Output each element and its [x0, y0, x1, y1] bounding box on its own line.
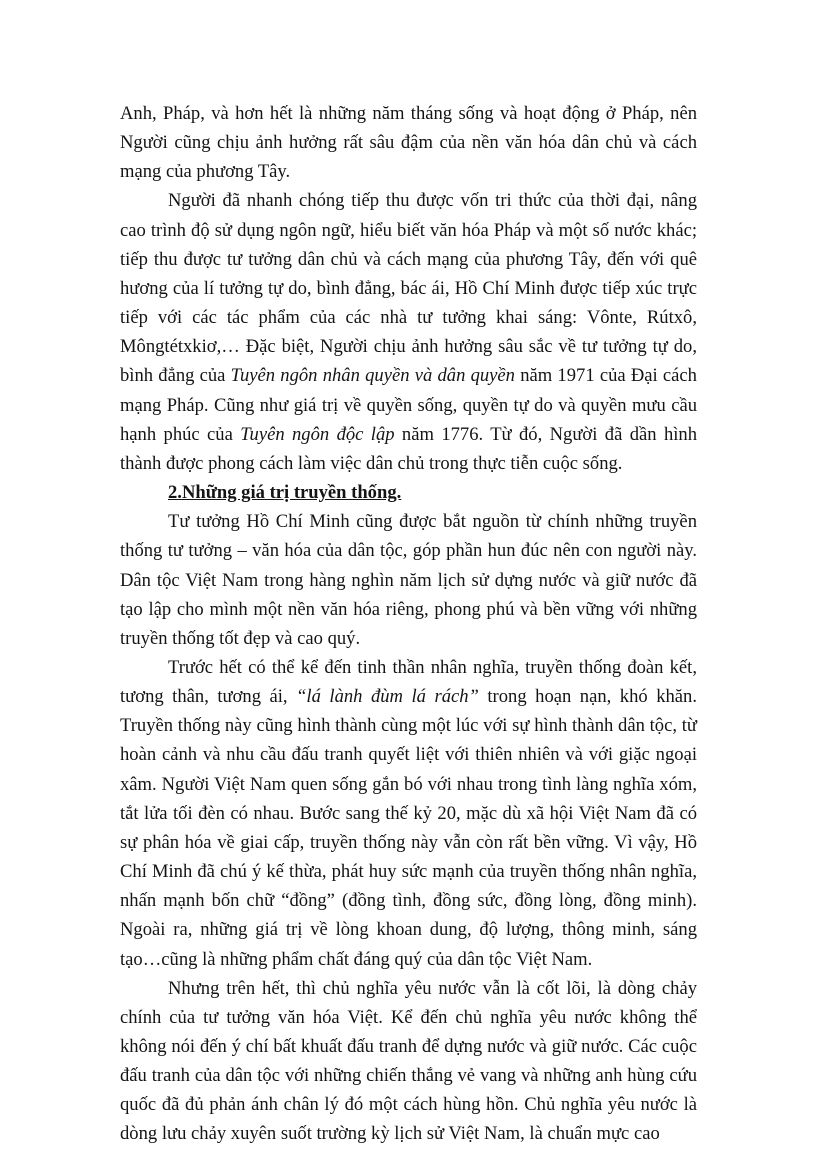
document-body: [120, 99, 697, 1149]
declaration-title-independence: Tuyên ngôn độc lập: [240, 423, 395, 445]
paragraph-text: Trước hết có thể kể đến tinh thần nhân nghĩa, truyền thống đoàn kết, tương thân, tương ái,: [120, 656, 697, 708]
paragraph-text: năm 1971 của Đại cách mạng Pháp. Cũng như giá trị về quyền sống, quyền tự do và quyền mưu cầu hạnh phúc của: [120, 365, 697, 445]
paragraph-patriotism: Nhưng trên hết, thì chủ nghĩa yêu nước vẫn là cốt lõi, là dòng chảy chính của tư tưởng văn hóa Việt. Kể đến chủ nghĩa yêu nước không thể không nói đến ý chí bất khuất đấu tranh để dựng nước và giữ nước. Các cuộc đấu tranh của dân tộc với những chiến thắng vẻ vang và những anh hùng cứu quốc đã đủ phản ánh chân lý đó một cách hùng hồn. Chủ nghĩa yêu nước là dòng lưu chảy xuyên suốt trường kỳ lịch sử Việt Nam, là chuẩn mực cao: [120, 977, 697, 1145]
section-heading: 2.Những giá trị truyền thống.: [168, 482, 402, 504]
paragraph-text: Người đã nhanh chóng tiếp thu được vốn tri thức của thời đại, nâng cao trình độ sử dụng ngôn ngữ, hiểu biết văn hóa Pháp và một số nước khác; tiếp thu được tư tưởng dân chủ và cách mạng của phương Tây, đến với quê hương của lí tưởng tự do, bình đẳng, bác ái, Hồ Chí Minh được tiếp xúc trực tiếp với các tác phẩm của các nhà tư tưởng khai sáng: Vônte, Rútxô, Môngtétxkiơ,… Đặc biệt, Người chịu ảnh hưởng sâu sắc về tư tưởng tự do, bình đẳng của: [120, 190, 697, 387]
paragraph-traditions: Tư tưởng Hồ Chí Minh cũng được bắt nguồn từ chính những truyền thống tư tưởng – văn hóa của dân tộc, góp phần hun đúc nên con người này. Dân tộc Việt Nam trong hàng nghìn năm lịch sử dựng nước và giữ nước đã tạo lập cho mình một nền văn hóa riêng, phong phú và bền vững với những truyền thống tốt đẹp và cao quý.: [120, 511, 697, 649]
declaration-title-rights: Tuyên ngôn nhân quyền và dân quyền: [230, 365, 515, 387]
paragraph-text: trong hoạn nạn, khó khăn. Truyền thống này cũng hình thành cùng một lúc với sự hình thành dân tộc, từ hoàn cảnh và nhu cầu đấu tranh quyết liệt với thiên nhiên và với giặc ngoại xâm. Người Việt Nam quen sống gắn bó với nhau trong tình làng nghĩa xóm, tắt lửa tối đèn có nhau. Bước sang thế kỷ 20, mặc dù xã hội Việt Nam đã có sự phân hóa về giai cấp, truyền thống này vẫn còn rất bền vững. Vì vậy, Hồ Chí Minh đã chú ý kế thừa, phát huy sức mạnh của truyền thống nhân nghĩa, nhấn mạnh bốn chữ “đồng” (đồng tình, đồng sức, đồng lòng, đồng minh). Ngoài ra, những giá trị về lòng khoan dung, độ lượng, thông minh, sáng tạo…cũng là những phẩm chất đáng quý của dân tộc Việt Nam.: [120, 686, 697, 970]
proverb-quote: “lá lành đùm lá rách”: [296, 686, 479, 708]
paragraph-continuation: Anh, Pháp, và hơn hết là những năm tháng sống và hoạt động ở Pháp, nên Người cũng chịu ảnh hưởng rất sâu đậm của nền văn hóa dân chủ và cách mạng của phương Tây.: [120, 103, 697, 183]
paragraph-text: năm 1776. Từ đó, Người đã dần hình thành được phong cách làm việc dân chủ trong thực tiễn cuộc sống.: [120, 423, 697, 474]
paragraph-western-influence: [120, 186, 697, 478]
paragraph-humanity: [120, 653, 697, 974]
